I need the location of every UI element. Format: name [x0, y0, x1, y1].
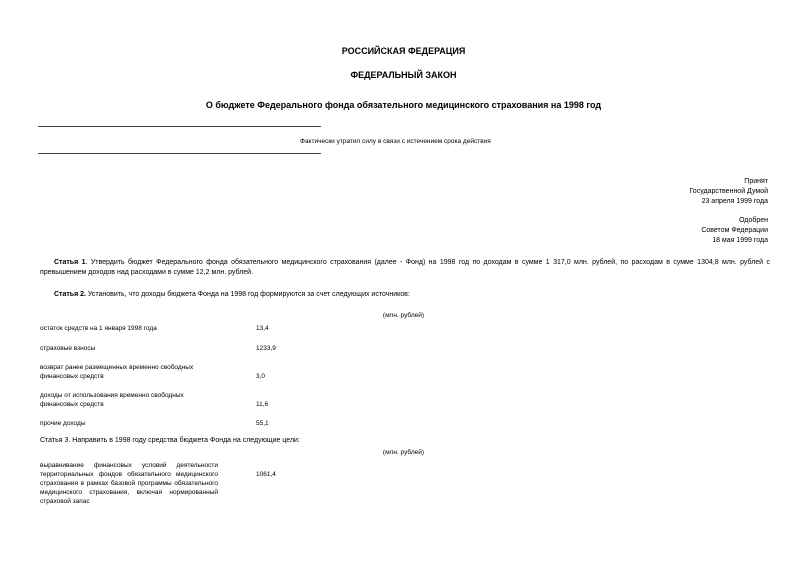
income-row-value: 13,4 — [256, 325, 269, 332]
divider-top — [38, 126, 321, 127]
income-row-label: возврат ранее размещенных временно свободных финансовых средств — [40, 364, 194, 380]
article-2-units: (млн. рублей) — [382, 312, 425, 319]
approved-body: Советом Федерации — [701, 227, 768, 234]
income-row-value: 55,1 — [256, 420, 269, 427]
divider-bottom — [38, 153, 321, 154]
adoption-accepted — [689, 177, 768, 207]
article-2 — [40, 290, 770, 300]
article-2-lead: Статья 2. — [54, 291, 86, 298]
article-1-lead: Статья 1 — [54, 259, 86, 266]
article-3-units: (млн. рублей) — [382, 449, 425, 456]
income-row-value: 11,6 — [256, 401, 269, 408]
income-row-value: 3,0 — [256, 373, 266, 380]
status-note: Фактически утратил силу в связи с истечением срока действия — [300, 138, 491, 145]
accepted-label: Принят — [744, 178, 768, 185]
income-row-label: доходы от использования временно свободных финансовых средств — [40, 392, 184, 408]
article-2-text: Установить, что доходы бюджета Фонда на 1998 год формируются за счет следующих источников: — [85, 291, 410, 298]
approved-label: Одобрен — [739, 217, 768, 224]
income-row-label: остаток средств на 1 января 1998 года — [40, 325, 157, 332]
income-row-label: прочие доходы — [40, 420, 86, 427]
article-1-text: . Утвердить бюджет Федерального фонда обязательного медицинского страхования (далее - Фонд) на 1998 год по доходам в сумме 1 317,0 млн. рублей, по расходам в сумме 1304,8 млн. рублей с превышением доходов над расходами в сумме 12,2 млн. рублей. — [40, 259, 770, 276]
accepted-date: 23 апреля 1999 года — [701, 198, 768, 205]
income-row-value: 1233,9 — [256, 345, 276, 352]
accepted-body: Государственной Думой — [689, 188, 768, 195]
doc-type-heading: ФЕДЕРАЛЬНЫЙ ЗАКОН — [350, 70, 457, 80]
expense-row-value: 1061,4 — [256, 471, 276, 478]
expense-row-label: выравнивание финансовых условий деятельности территориальных фондов обязательного медицинского страхования в рамках базовой программы обязательного медицинского страхования, включая нормированный страховой запас — [40, 462, 218, 505]
adoption-approved — [701, 216, 768, 246]
article-1 — [40, 258, 770, 278]
income-row-label: страховые взносы — [40, 345, 96, 352]
document-title: О бюджете Федерального фонда обязательного медицинского страхования на 1998 год — [205, 100, 602, 110]
approved-date: 18 мая 1999 года — [712, 237, 768, 244]
country-heading: РОССИЙСКАЯ ФЕДЕРАЦИЯ — [341, 46, 466, 56]
article-3: Статья 3. Направить в 1998 году средства бюджета Фонда на следующие цели: — [40, 437, 300, 444]
